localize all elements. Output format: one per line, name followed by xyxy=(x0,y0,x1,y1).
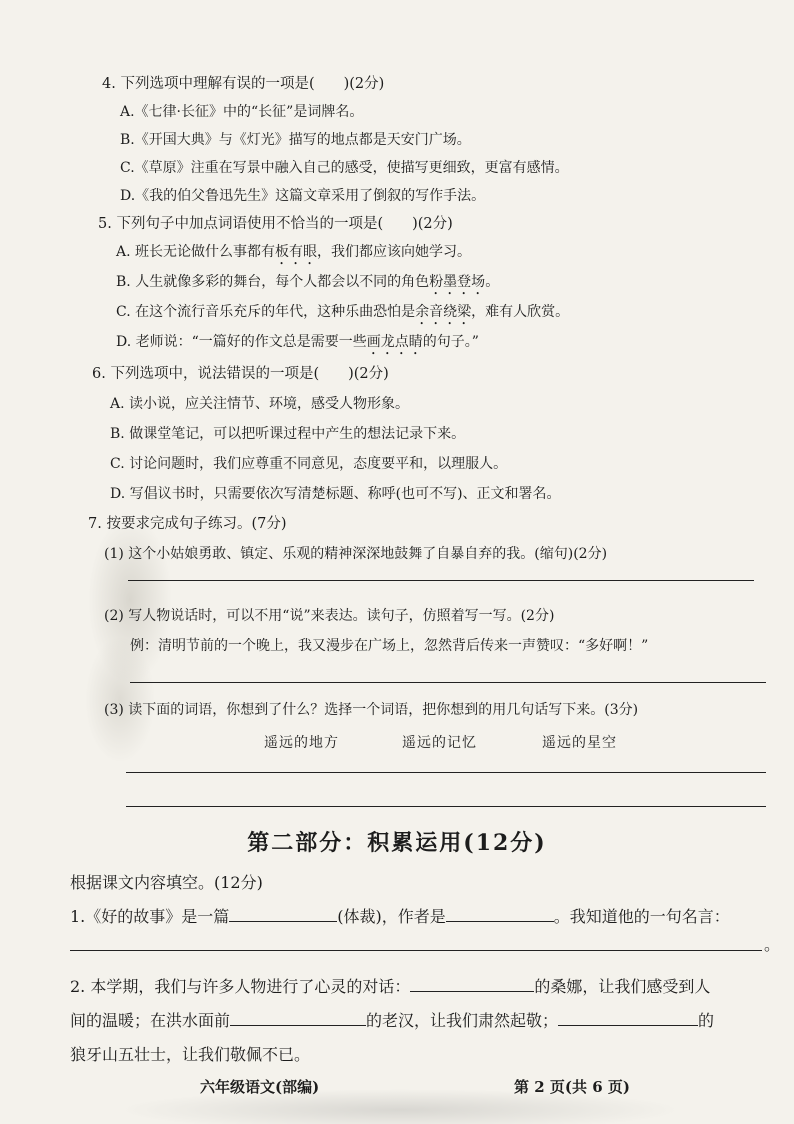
q5-b-text: B. 人生就像多彩的舞台，每个人都会以不同的角色 xyxy=(116,274,430,290)
fill-3-blank-1[interactable] xyxy=(230,1011,366,1026)
q5-b-dotted-word: 粉墨登场 xyxy=(429,274,486,290)
fill-1-text-a: 1.《好的故事》是一篇 xyxy=(70,907,230,926)
q5-a-text: A. 班长无论做什么事都有 xyxy=(116,244,276,260)
fill-2-text-b: 的桑娜，让我们感受到人 xyxy=(534,977,711,996)
section-title: 第二部分：积累运用(12分) xyxy=(247,830,547,856)
q7-part3-answer-line-1[interactable] xyxy=(126,772,766,773)
q6-stem: 6. 下列选项中，说法错误的一项是( )(2分) xyxy=(92,366,389,382)
q5-c-dotted-word: 余音绕梁 xyxy=(415,304,472,320)
fill-3-blank-2[interactable] xyxy=(558,1011,698,1026)
fill-line-3 xyxy=(70,1010,714,1032)
q7-part2-answer-line[interactable] xyxy=(130,682,766,683)
fill-1-blank-quote[interactable] xyxy=(70,950,762,951)
q7-part3: (3) 读下面的词语，你想到了什么？选择一个词语，把你想到的用几句话写下来。(3分) xyxy=(104,702,639,718)
q5-option-d xyxy=(116,332,479,358)
q7-stem: 7. 按要求完成句子练习。(7分) xyxy=(88,516,287,532)
fill-line-1 xyxy=(70,906,730,928)
fill-1-text-c: 。我知道他的一句名言： xyxy=(553,907,730,926)
fill-1-period: 。 xyxy=(764,935,781,954)
fill-2-blank-1[interactable] xyxy=(410,977,534,992)
q5-d-text-end: 的句子。” xyxy=(422,334,479,350)
q4-option-b: B.《开国大典》与《灯光》描写的地点都是天安门广场。 xyxy=(120,132,471,148)
q5-b-text-end: 。 xyxy=(485,274,500,290)
footer-subject: 六年级语文(部编) xyxy=(200,1078,320,1096)
q5-d-dotted-word: 画龙点睛 xyxy=(366,334,423,350)
q5-a-text-end: ，我们都应该向她学习。 xyxy=(317,244,472,260)
q7-word-3: 遥远的星空 xyxy=(542,735,617,751)
q5-d-text: D. 老师说：“一篇好的作文总是需要一些 xyxy=(116,334,367,350)
q5-stem: 5. 下列句子中加点词语使用不恰当的一项是( )(2分) xyxy=(98,216,453,232)
q5-option-b xyxy=(116,272,499,298)
q7-word-2: 遥远的记忆 xyxy=(402,735,477,751)
fill-line-4: 狼牙山五壮士，让我们敬佩不已。 xyxy=(70,1045,311,1064)
q7-part3-answer-line-2[interactable] xyxy=(126,806,766,807)
q5-c-text: C. 在这个流行音乐充斥的年代，这种乐曲恐怕是 xyxy=(116,304,416,320)
q7-part1: (1) 这个小姑娘勇敢、镇定、乐观的精神深深地鼓舞了自暴自弃的我。(缩句)(2分) xyxy=(104,546,608,562)
q6-option-c: C. 讨论问题时，我们应尊重不同意见，态度要平和，以理服人。 xyxy=(110,456,508,472)
q4-option-d: D.《我的伯父鲁迅先生》这篇文章采用了倒叙的写作手法。 xyxy=(120,188,486,204)
fill-3-text-a: 间的温暖；在洪水面前 xyxy=(70,1011,231,1030)
q5-option-c xyxy=(116,302,569,328)
footer-page-number: 第 2 页(共 6 页) xyxy=(514,1078,630,1096)
q4-option-a: A.《七律·长征》中的“长征”是词牌名。 xyxy=(120,104,364,120)
q7-part2: (2) 写人物说话时，可以不用“说”来表达。读句子，仿照着写一写。(2分) xyxy=(104,608,555,624)
q7-part2-example: 例：清明节前的一个晚上，我又漫步在广场上，忽然背后传来一声赞叹：“多好啊！” xyxy=(130,638,649,654)
q6-option-b: B. 做课堂笔记，可以把听课过程中产生的想法记录下来。 xyxy=(110,426,466,442)
fill-line-2 xyxy=(70,976,710,998)
q7-word-1: 遥远的地方 xyxy=(264,735,339,751)
fill-1-text-b: (体裁)，作者是 xyxy=(337,907,446,926)
q6-option-a: A. 读小说，应关注情节、环境，感受人物形象。 xyxy=(110,396,410,412)
fill-3-text-b: 的老汉，让我们肃然起敬； xyxy=(366,1011,559,1030)
q4-option-c: C.《草原》注重在写景中融入自己的感受，使描写更细致，更富有感情。 xyxy=(120,160,569,176)
fill-1-blank-author[interactable] xyxy=(446,907,554,922)
q6-option-d: D. 写倡议书时，只需要依次写清楚标题、称呼(也可不写)、正文和署名。 xyxy=(110,486,561,502)
q5-option-a xyxy=(116,242,471,268)
fill-1-blank-genre[interactable] xyxy=(229,907,337,922)
part2-intro: 根据课文内容填空。(12分) xyxy=(70,873,263,892)
fill-3-text-c: 的 xyxy=(698,1011,715,1030)
fill-2-text-a: 2. 本学期，我们与许多人物进行了心灵的对话： xyxy=(70,977,411,996)
q4-stem: 4. 下列选项中理解有误的一项是( )(2分) xyxy=(102,76,385,92)
q7-part1-answer-line[interactable] xyxy=(128,580,754,581)
q5-c-text-end: ，难有人欣赏。 xyxy=(471,304,570,320)
q5-a-dotted-word: 板有眼 xyxy=(275,244,318,260)
